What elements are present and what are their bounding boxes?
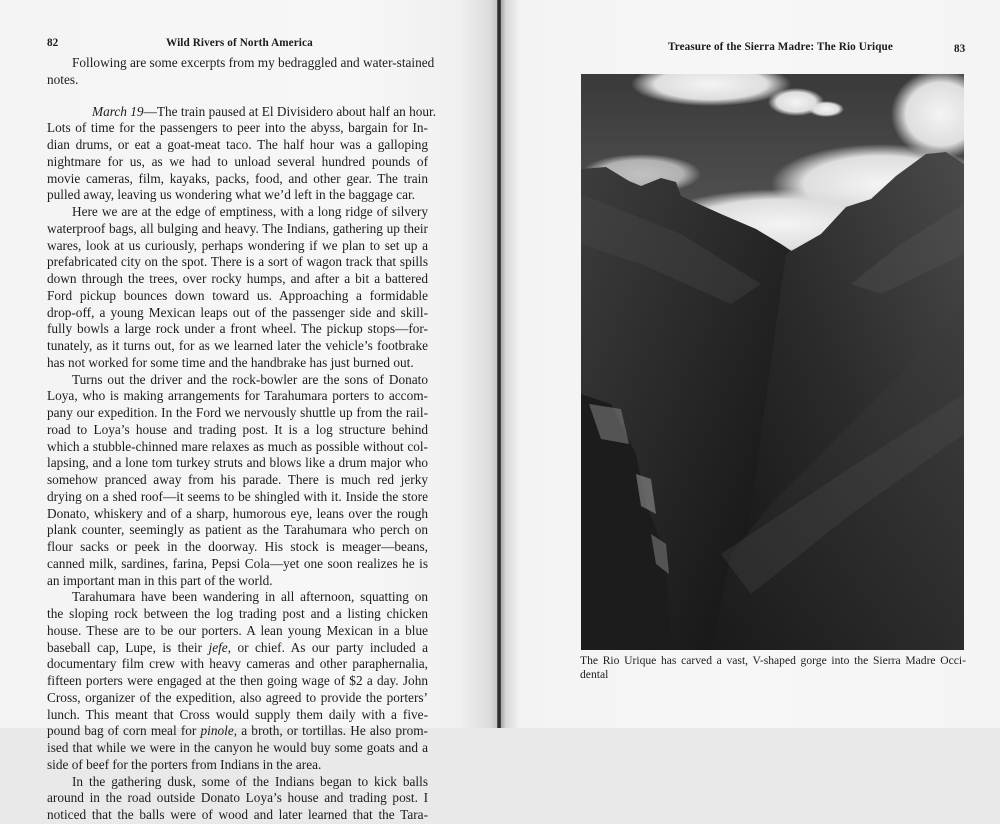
text-line: Donato, whiskery and of a sharp, humorous eye, leans over the rough bbox=[47, 505, 428, 521]
left-page bbox=[0, 0, 500, 822]
canyon-photograph bbox=[581, 74, 964, 650]
text-line: lapsing, and a lone tom turkey struts and blows like a drum major who bbox=[47, 455, 428, 471]
text-line: flour sacks or peek in the doorway. His stock is meager—beans, bbox=[47, 539, 428, 554]
running-head: Wild Rivers of North America bbox=[166, 37, 313, 49]
text-line: Lots of time for the passengers to peer into the abyss, bargain for In- bbox=[47, 120, 428, 136]
text-line: dian drums, or eat a goat-meat taco. The half hour was a galloping bbox=[47, 137, 428, 152]
text-line: fifteen porters were engaged at the then going wage of $2 a day. John bbox=[47, 673, 428, 688]
text-line: Following are some excerpts from my bedraggled and water-stained bbox=[72, 55, 435, 70]
entry-date: March 19 bbox=[92, 103, 144, 119]
book-gutter bbox=[497, 0, 501, 728]
text-line: noticed that the balls were of wood and later learned that the Tara- bbox=[47, 807, 428, 822]
entry-text: —The train paused at El Divisidero about half an hour. bbox=[143, 103, 437, 119]
text-line: has not worked for some time and the handbrake has just burned out. bbox=[47, 354, 414, 370]
text-line: which a stubble-chinned mare relaxes as much as possible without col- bbox=[47, 438, 428, 454]
text-line: road to Loya’s house and trading post. It is a log structure behind bbox=[47, 421, 428, 437]
text-line: around in the road outside Donato Loya’s house and trading post. I bbox=[47, 790, 428, 806]
page-number: 82 bbox=[47, 37, 59, 49]
entry-first-line bbox=[47, 103, 437, 121]
text-run: , or chief. As our party included a bbox=[227, 639, 428, 655]
text-line: pulled away, leaving us wondering what we’d left in the baggage car. bbox=[47, 187, 416, 203]
text-line bbox=[47, 640, 428, 657]
text-line: nightmare for us, as we had to unload several hundred pounds of bbox=[47, 153, 428, 169]
text-line: Tarahumara have been wandering in all afternoon, squatting on bbox=[72, 589, 428, 605]
text-line: down through the trees, over rocky humps, and after a bit a battered bbox=[47, 271, 428, 286]
italic-term: pinole bbox=[200, 723, 234, 739]
text-line bbox=[47, 723, 428, 740]
running-head: Treasure of the Sierra Madre: The Rio Urique bbox=[668, 41, 893, 53]
text-line: In the gathering dusk, some of the Indians began to kick balls bbox=[72, 773, 428, 789]
caption-line: The Rio Urique has carved a vast, V-shaped gorge into the Sierra Madre Occi- bbox=[580, 654, 966, 667]
text-line: the sloping rock between the log trading post and a listing chicken bbox=[47, 606, 428, 621]
text-line: movie cameras, film, kayaks, packs, food, and other gear. The train bbox=[47, 170, 428, 186]
text-line: documentary film crew with heavy cameras and other paraphernalia, bbox=[47, 656, 428, 672]
text-line: plank counter, seemingly as patient as the Tarahumara who perch on bbox=[47, 522, 428, 538]
text-line: Turns out the driver and the rock-bowler are the sons of Donato bbox=[72, 371, 428, 387]
text-line: Cross, organizer of the expedition, also agreed to provide the porters’ bbox=[47, 689, 428, 705]
text-line: Here we are at the edge of emptiness, with a long ridge of silvery bbox=[72, 204, 428, 219]
text-line: fully bowls a large rock under a front wheel. The pickup stops—for- bbox=[47, 321, 428, 337]
text-line: pany our expedition. In the Ford we nervously shuttle up from the rail- bbox=[47, 405, 428, 420]
body-text bbox=[47, 55, 437, 824]
text-run: pound bag of corn meal for bbox=[47, 723, 201, 739]
text-line: waterproof bags, all bulging and heavy. The Indians, gathering up their bbox=[47, 220, 428, 236]
text-line: side of beef for the porters from Indians in the area. bbox=[47, 756, 322, 772]
text-line: house. These are to be our porters. A lean young Mexican in a blue bbox=[47, 622, 428, 638]
text-line: prefabricated city on the spot. There is a sort of wagon track that spills bbox=[47, 254, 428, 270]
text-line: tunately, as it turns out, for as we learned later the vehicle’s footbrake bbox=[47, 338, 428, 353]
caption-line: dental bbox=[580, 667, 609, 681]
text-line: somehow pranced away from his parade. There is much red jerky bbox=[47, 472, 428, 487]
text-line: notes. bbox=[47, 71, 79, 87]
page-number: 83 bbox=[954, 43, 966, 55]
italic-term: jefe bbox=[208, 639, 228, 655]
text-line: lunch. This meant that Cross would supply them daily with a five- bbox=[47, 706, 428, 722]
text-line: ised that while we were in the canyon he would buy some goats and a bbox=[47, 740, 428, 755]
text-run: , a broth, or tortillas. He also prom- bbox=[233, 723, 428, 739]
text-line: an important man in this part of the world. bbox=[47, 572, 273, 588]
text-line: wares, look at us curiously, perhaps wondering if we plan to set up a bbox=[47, 237, 428, 253]
text-line: drop-off, a young Mexican leaps out of the passenger side and skill- bbox=[47, 304, 428, 320]
text-line: Loya, who is making arrangements for Tarahumara porters to accom- bbox=[47, 388, 428, 404]
text-line: drying on a shed roof—it seems to be shingled with it. Inside the store bbox=[47, 488, 428, 504]
text-line: canned milk, sardines, farina, Pepsi Cola—yet one soon realizes he is bbox=[47, 555, 428, 571]
photo-caption bbox=[580, 654, 966, 681]
text-line: Ford pickup bounces down toward us. Approaching a formidable bbox=[47, 287, 428, 303]
text-run: baseball cap, Lupe, is their bbox=[47, 639, 209, 655]
